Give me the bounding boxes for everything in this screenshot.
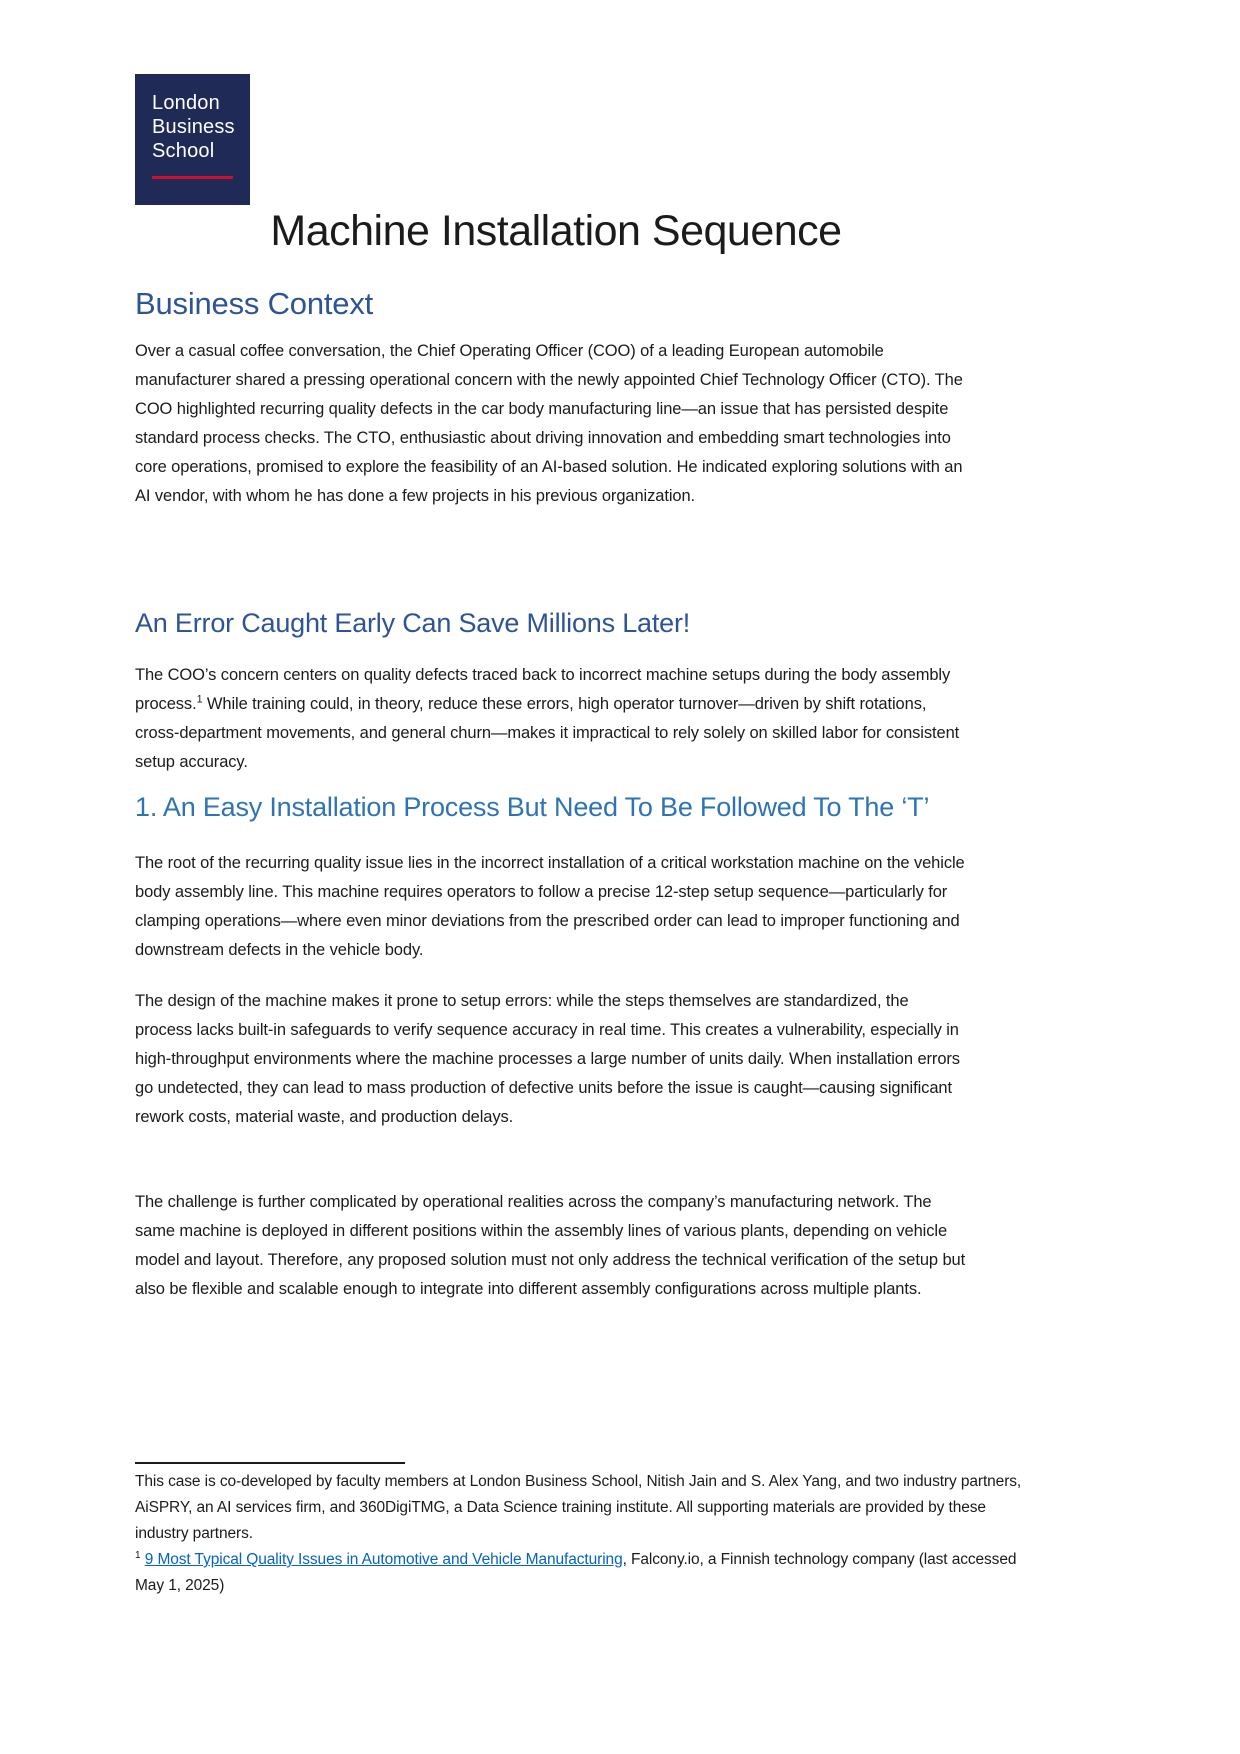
document-title: Machine Installation Sequence bbox=[270, 207, 842, 255]
footnote-link[interactable]: 9 Most Typical Quality Issues in Automotive and Vehicle Manufacturing bbox=[144, 1551, 623, 1568]
logo-red-underline bbox=[152, 176, 233, 179]
footnote-reference-marker: 1 bbox=[135, 1549, 141, 1561]
paragraph-root-cause: The root of the recurring quality issue lies in the incorrect installation of a critical workstation machine on the vehicle body assembly line. This machine requires operators to follow a precise 12-step setup sequence—particularly for clamping operations—where even minor deviations from the prescribed order can lead to improper functioning and downstream defects in the vehicle body. bbox=[135, 854, 965, 959]
p2-text-after-marker: While training could, in theory, reduce these errors, high operator turnover—driven by shift rotations, cross-department movements, and general churn—makes it impractical to rely solely on skilled labor for consistent setup accuracy. bbox=[135, 695, 960, 771]
logo-text-business: Business bbox=[152, 116, 235, 138]
paragraph-business-context: Over a casual coffee conversation, the Chief Operating Officer (COO) of a leading European automobile manufacturer shared a pressing operational concern with the newly appointed Chief Technology Officer (CTO). The COO highlighted recurring quality defects in the car body manufacturing line—an issue that has persisted despite standard process checks. The CTO, enthusiastic about driving innovation and embedding smart technologies into core operations, promised to explore the feasibility of an AI-based solution. He indicated exploring solutions with an AI vendor, with whom he has done a few projects in his previous organization. bbox=[135, 342, 963, 505]
footnote-marker-1: 1 bbox=[196, 693, 203, 706]
heading-business-context: Business Context bbox=[135, 286, 374, 321]
paragraph-operational-challenge: The challenge is further complicated by operational realities across the company’s manufacturing network. The same machine is deployed in different positions within the assembly lines of various plants, depending on vehicle model and layout. Therefore, any proposed solution must not only address the technical verification of the setup but also be flexible and scalable enough to integrate into different assembly configurations across multiple plants. bbox=[135, 1193, 966, 1298]
footnote-reference-tail: , Falcony.io, a Finnish technology company (last accessed May 1, 2025) bbox=[135, 1551, 1017, 1594]
p2-text-before-marker: The COO’s concern centers on quality defects traced back to incorrect machine setups during the body assembly process. bbox=[135, 666, 951, 713]
paragraph-machine-design: The design of the machine makes it prone to setup errors: while the steps themselves are standardized, the process lacks built-in safeguards to verify sequence accuracy in real time. This creates a vulnerability, especially in high-throughput environments where the machine processes a large number of units daily. When installation errors go undetected, they can lead to mass production of defective units before the issue is caught—causing significant rework costs, material waste, and production delays. bbox=[135, 992, 960, 1126]
footnote-separator bbox=[135, 1462, 405, 1464]
footnote-attribution: This case is co-developed by faculty members at London Business School, Nitish Jain and S. Alex Yang, and two industry partners, AiSPRY, an AI services firm, and 360DigiTMG, a Data Science training institute. All supporting materials are provided by these industry partners. bbox=[135, 1473, 1022, 1542]
footnote-reference bbox=[135, 1547, 1035, 1599]
footnote-section bbox=[135, 1469, 1035, 1599]
lbs-logo bbox=[135, 74, 250, 205]
heading-error-caught-early: An Error Caught Early Can Save Millions Later! bbox=[135, 608, 691, 638]
heading-easy-installation: 1. An Easy Installation Process But Need To Be Followed To The ‘T’ bbox=[135, 792, 930, 822]
logo-text-school: School bbox=[152, 140, 215, 162]
logo-text-london: London bbox=[152, 92, 220, 114]
paragraph-coo-concern bbox=[135, 661, 970, 777]
